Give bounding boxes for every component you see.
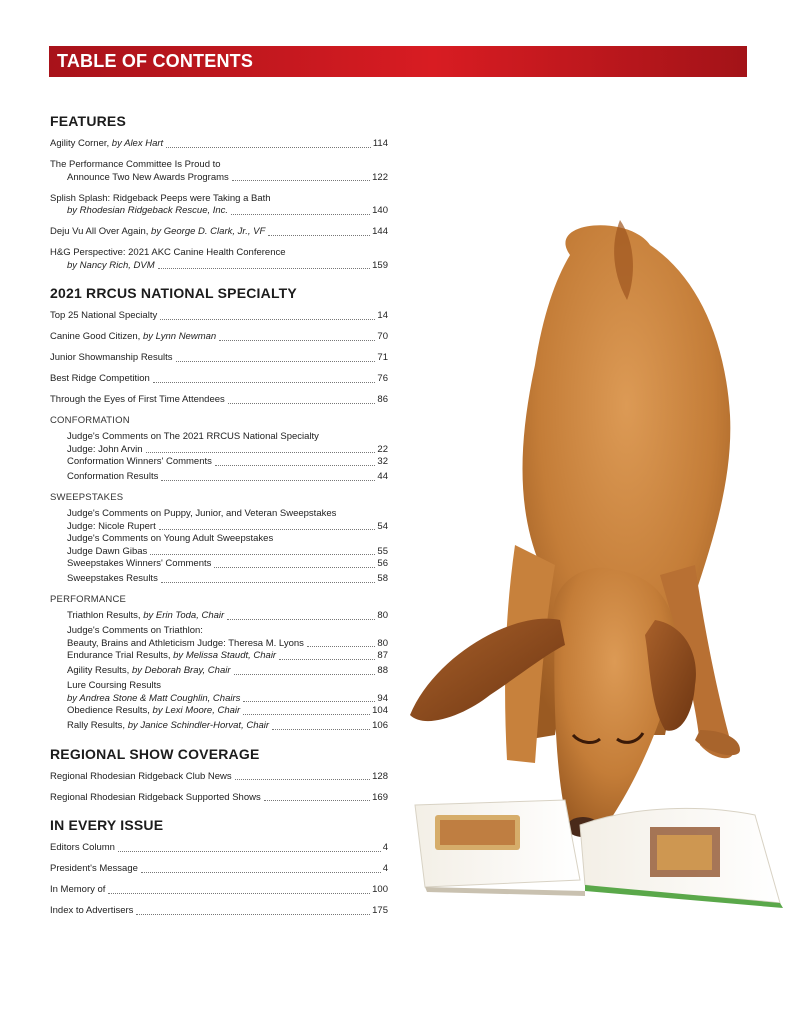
dot-leader: [161, 582, 376, 583]
dot-leader: [146, 452, 376, 453]
entry-title: H&G Perspective: 2021 AKC Canine Health Conference: [50, 247, 286, 258]
dot-leader: [158, 268, 371, 269]
toc-entry[interactable]: [50, 456, 388, 469]
dot-leader: [176, 361, 376, 362]
entry-title: In Memory of: [50, 884, 106, 895]
page-number: 86: [377, 394, 388, 405]
dot-leader: [228, 403, 376, 404]
page-number: 88: [377, 665, 388, 676]
toc-entry[interactable]: [50, 665, 388, 678]
entry-title: Endurance Trial Results,: [67, 650, 174, 661]
page-number: 14: [377, 310, 388, 321]
dot-leader: [243, 714, 370, 715]
page-number: 70: [377, 331, 388, 342]
page-number: 4: [382, 863, 388, 874]
toc-entry[interactable]: [50, 792, 388, 805]
entry-title: Sweepstakes Results: [67, 573, 158, 584]
entry-title: Conformation Results: [67, 471, 159, 482]
dog-paw: [695, 730, 740, 755]
entry-author: by Janice Schindler-Horvat, Chair: [127, 720, 270, 731]
dot-leader: [272, 729, 370, 730]
toc-entry[interactable]: [50, 720, 388, 733]
entry-title-cont: Judge: John Arvin: [67, 443, 143, 455]
toc-entry[interactable]: [50, 533, 388, 558]
page-number: 94: [377, 692, 388, 704]
dot-leader: [161, 480, 375, 481]
page-number: 32: [377, 456, 388, 467]
dot-leader: [108, 893, 370, 894]
toc-entry[interactable]: [50, 471, 388, 484]
subsection-heading: CONFORMATION: [50, 415, 130, 426]
entry-author: by Lexi Moore, Chair: [152, 705, 241, 716]
toc-entry[interactable]: [50, 573, 388, 586]
page-number: 122: [372, 171, 388, 183]
entry-title: Judge's Comments on The 2021 RRCUS National Specialty: [67, 431, 319, 442]
toc-entry[interactable]: [50, 842, 388, 855]
section-heading: REGIONAL SHOW COVERAGE: [50, 745, 260, 762]
page-number: 114: [372, 138, 388, 149]
entry-title: Sweepstakes Winners' Comments: [67, 558, 212, 569]
entry-title: The Performance Committee Is Proud to: [50, 159, 221, 170]
toc-entry[interactable]: [50, 884, 388, 897]
page-number: 140: [372, 205, 388, 216]
features-section: [50, 113, 388, 272]
national-specialty-section: [50, 285, 388, 733]
entry-title: Rally Results,: [67, 720, 128, 731]
entry-title: Agility Corner,: [50, 138, 112, 149]
page-number: 106: [372, 720, 388, 731]
entry-title: Regional Rhodesian Ridgeback Club News: [50, 770, 232, 782]
entry-title: Judge's Comments on Young Adult Sweepstakes: [67, 533, 274, 544]
toc-entry[interactable]: [50, 771, 388, 784]
toc-entry[interactable]: [50, 863, 388, 876]
entry-title: Judge's Comments on Puppy, Junior, and Veteran Sweepstakes: [67, 508, 337, 519]
toc-entry[interactable]: [50, 394, 388, 407]
entry-author: by Deborah Bray, Chair: [131, 665, 231, 676]
dot-leader: [231, 214, 370, 215]
dot-leader: [307, 646, 376, 647]
toc-entry[interactable]: [50, 705, 388, 718]
page-number: 76: [377, 373, 388, 384]
page-number: 55: [377, 545, 388, 557]
page-number: 169: [372, 791, 388, 803]
dot-leader: [166, 147, 371, 148]
dot-leader: [159, 529, 376, 530]
toc-entry[interactable]: [50, 193, 388, 218]
dot-leader: [243, 701, 375, 702]
page-number: 175: [372, 905, 388, 916]
page-number: 159: [372, 259, 388, 271]
page-number: 87: [377, 650, 388, 661]
entry-title: Canine Good Citizen,: [50, 331, 143, 342]
section-heading: 2021 RRCUS NATIONAL SPECIALTY: [50, 285, 297, 301]
header-bar: [49, 46, 747, 77]
entry-author: by Andrea Stone & Matt Coughlin, Chairs: [67, 692, 241, 704]
page-number: 56: [377, 558, 388, 569]
toc-entry[interactable]: [50, 508, 388, 533]
page-number: 44: [377, 471, 388, 482]
entry-title: Conformation Winners' Comments: [67, 456, 212, 467]
page-number: 128: [372, 770, 388, 782]
toc-entry[interactable]: [50, 373, 388, 386]
page-number: 58: [377, 573, 388, 584]
entry-title: Deju Vu All Over Again,: [50, 226, 152, 237]
page-title: TABLE OF CONTENTS: [57, 51, 254, 71]
entry-author: by Erin Toda, Chair: [143, 610, 225, 621]
page-number: 71: [377, 352, 388, 363]
entry-title: Splish Splash: Ridgeback Peeps were Taking a Bath: [50, 192, 271, 204]
entry-title: Agility Results,: [67, 665, 132, 676]
entry-author: by Nancy Rich, DVM: [67, 259, 155, 271]
dot-leader: [153, 382, 376, 383]
entry-title: Triathlon Results,: [67, 610, 144, 621]
dot-leader: [219, 340, 375, 341]
entry-author: by George D. Clark, Jr., VF: [151, 226, 266, 237]
subsection-heading: SWEEPSTAKES: [50, 492, 124, 503]
entry-title: Junior Showmanship Results: [50, 352, 173, 363]
dot-leader: [235, 779, 370, 780]
toc-entry[interactable]: [50, 247, 388, 272]
entry-title: Editors Column: [50, 842, 115, 853]
performance-subsection: [50, 594, 388, 733]
regional-section: [50, 746, 388, 805]
toc-entry[interactable]: [50, 625, 388, 650]
dot-leader: [150, 554, 375, 555]
dot-leader: [264, 800, 370, 801]
dot-leader: [136, 914, 370, 915]
every-issue-section: [50, 817, 388, 918]
entry-author: by Rhodesian Ridgeback Rescue, Inc.: [67, 205, 229, 216]
page-number: 80: [377, 610, 388, 621]
toc-entry[interactable]: [50, 610, 388, 623]
sweepstakes-subsection: [50, 492, 388, 586]
entry-title: Best Ridge Competition: [50, 373, 150, 384]
toc-entry[interactable]: [50, 650, 388, 663]
toc-entry[interactable]: [50, 680, 388, 705]
toc-entry[interactable]: [50, 558, 388, 571]
dog-reading-book-illustration: [395, 215, 800, 915]
dot-leader: [232, 180, 370, 181]
entry-title: President's Message: [50, 863, 138, 874]
subsection-heading: PERFORMANCE: [50, 594, 127, 605]
entry-author: by Lynn Newman: [142, 331, 217, 342]
section-heading: FEATURES: [50, 113, 127, 129]
toc-entry[interactable]: [50, 138, 388, 151]
page-number: 104: [372, 705, 388, 716]
page-number: 100: [372, 884, 388, 895]
entry-author: by Melissa Staudt, Chair: [173, 650, 277, 661]
entry-title: Top 25 National Specialty: [50, 310, 158, 321]
page-number: 144: [372, 226, 388, 237]
toc-entry[interactable]: [50, 226, 388, 239]
page-number: 22: [377, 443, 388, 455]
page-number: 80: [377, 637, 388, 649]
entry-title: Through the Eyes of First Time Attendees: [50, 394, 225, 405]
table-of-contents: [50, 113, 388, 931]
toc-entry[interactable]: [50, 159, 388, 184]
toc-entry[interactable]: [50, 331, 388, 344]
toc-entry[interactable]: [50, 352, 388, 365]
entry-title-cont: Beauty, Brains and Athleticism Judge: Theresa M. Lyons: [67, 637, 304, 649]
entry-title: Index to Advertisers: [50, 905, 134, 916]
toc-entry[interactable]: [50, 310, 388, 323]
dot-leader: [118, 851, 381, 852]
page-number: 4: [382, 842, 388, 853]
dot-leader: [160, 319, 375, 320]
entry-title-cont: Judge Dawn Gibas: [67, 545, 148, 557]
entry-author: by Alex Hart: [111, 138, 164, 149]
dot-leader: [214, 567, 375, 568]
entry-title-cont: Announce Two New Awards Programs: [67, 171, 229, 183]
entry-title: Judge's Comments on Triathlon:: [67, 625, 203, 636]
section-heading: IN EVERY ISSUE: [50, 817, 164, 833]
entry-title: Lure Coursing Results: [67, 680, 161, 691]
dot-leader: [279, 659, 375, 660]
dot-leader: [234, 674, 376, 675]
dot-leader: [215, 465, 376, 466]
page-number: 54: [377, 520, 388, 532]
toc-entry[interactable]: [50, 431, 388, 456]
dot-leader: [141, 872, 381, 873]
toc-entry[interactable]: [50, 905, 388, 918]
dot-leader: [268, 235, 370, 236]
entry-title-cont: Judge: Nicole Rupert: [67, 520, 156, 532]
entry-title: Regional Rhodesian Ridgeback Supported Shows: [50, 791, 261, 803]
conformation-subsection: [50, 415, 388, 484]
entry-title: Obedience Results,: [67, 705, 153, 716]
dot-leader: [227, 619, 375, 620]
